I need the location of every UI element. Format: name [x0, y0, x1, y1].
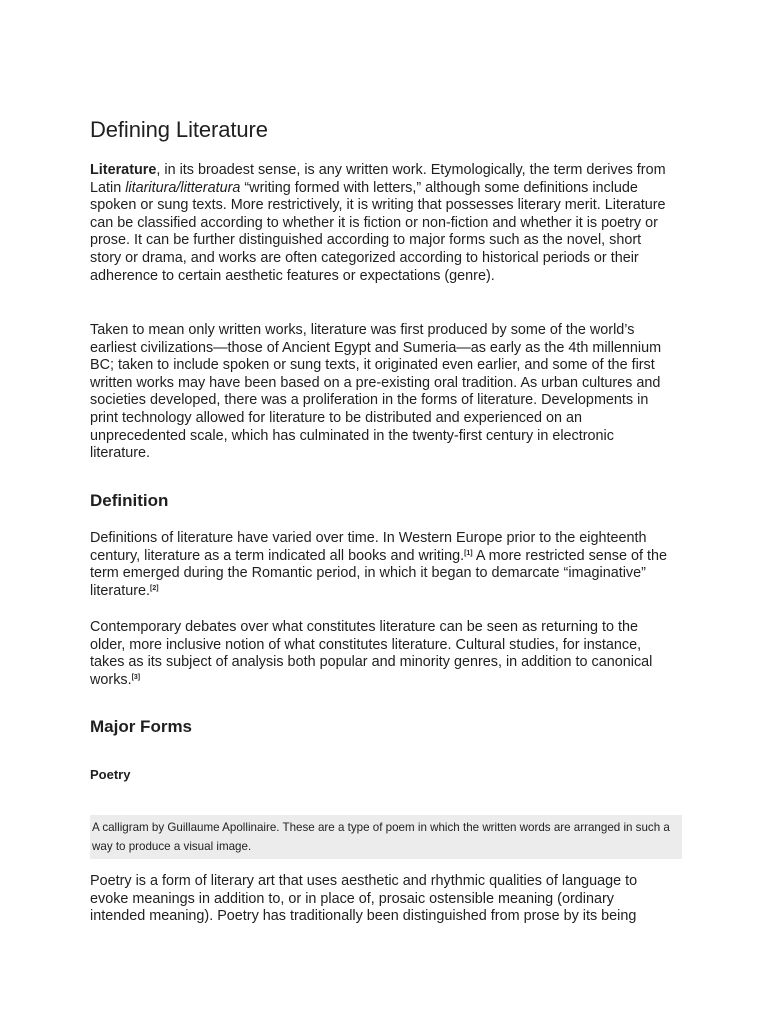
- poetry-paragraph-1: Poetry is a form of literary art that uses aesthetic and rhythmic qualities of language to evoke meanings in addition to, or in place of, prosaic ostensible meaning (ordinary intended meaning). Poetry has traditionally been distinguished from prose by its being: [90, 873, 638, 925]
- definition-p2-text: Contemporary debates over what constitutes literature can be seen as returning to the older, more inclusive notion of what constitutes literature. Cultural studies, for instance, takes as its subject of analysis both popular and minority genres, in addition to canonical works.: [90, 619, 653, 688]
- intro-paragraph-2: Taken to mean only written works, literature was first produced by some of the world’s earliest civilizations—those of Ancient Egypt and Sumeria—as early as the 4th millennium BC; taken to include spoken or sung texts, it originated even earlier, and some of the first written works may have been based on a pre-existing oral tradition. As urban cultures and societies developed, there was a proliferation in the forms of literature. Developments in print technology allowed for literature to be distributed and experienced on an unprecedented scale, which has culminated in the twenty-first century in electronic literature.: [90, 322, 662, 462]
- term-literature: Literature: [90, 162, 157, 178]
- subsection-heading-poetry: Poetry: [90, 767, 131, 782]
- intro-p1-text-b: “writing formed with letters,” although some definitions include spoken or sung texts. More restrictively, it is writing that possesses literary merit. Literature can be classified according to whether it is fiction or non-fiction and whether it is poetry or prose. It can be further distinguished according to major forms such as the novel, short story or drama, and works are often categorized according to historical periods or their adherence to certain aesthetic features or expectations (genre).: [90, 179, 666, 284]
- definition-p1-text-a: Definitions of literature have varied over time. In Western Europe prior to the eighteenth century, literature as a term indicated all books and writing.: [90, 530, 647, 564]
- intro-p1-text-a: , in its broadest sense, is any written work. Etymologically, the term derives from Latin: [90, 162, 666, 196]
- page-title: Defining Literature: [90, 117, 268, 142]
- image-caption: A calligram by Guillaume Apollinaire. These are a type of poem in which the written words are arranged in such a way to produce a visual image.: [90, 815, 682, 859]
- section-heading-definition: Definition: [90, 491, 169, 510]
- definition-paragraph-2: [90, 619, 672, 689]
- intro-paragraph-1: [90, 162, 672, 285]
- citation-link-3[interactable]: [3]: [131, 673, 141, 681]
- citation-link-1[interactable]: [1]: [464, 549, 473, 557]
- section-heading-major-forms: Major Forms: [90, 717, 193, 736]
- latin-term: litaritura/litteratura: [125, 179, 241, 196]
- citation-link-2[interactable]: [2]: [150, 584, 159, 592]
- definition-paragraph-1: [90, 530, 672, 600]
- definition-p1-text-b: A more restricted sense of the term emerged during the Romantic period, in which it began to demarcate “imaginative” literature.: [90, 547, 668, 599]
